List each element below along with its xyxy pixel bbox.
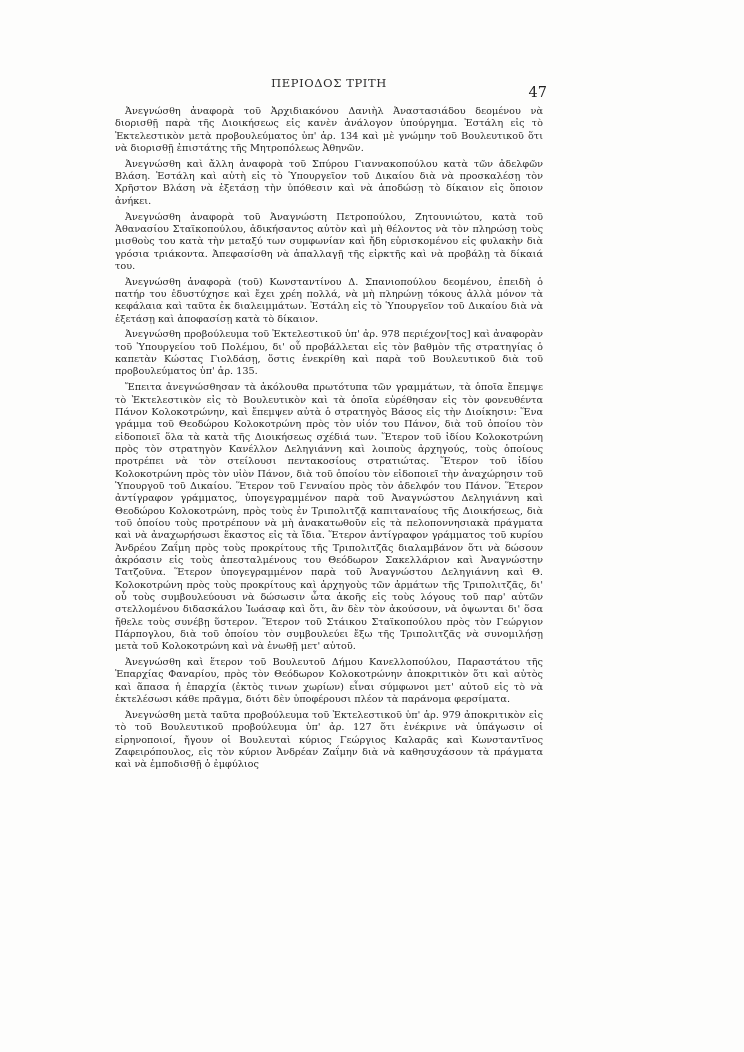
paragraph: Ἀνεγνώσθη προβούλευμα τοῦ Ἐκτελεστικοῦ ὑπ' ἀρ. 978 περιέχον[τος] καὶ ἀναφορὰν τοῦ Ὑπουργείου τοῦ Πολέμου, δι' οὗ προβάλλεται εἰς τὸν βαθμὸν τῆς στρατηγίας ὁ καπετὰν Κώστας Γιολδάσῃ, ὅστις ἐνεκρίθη καὶ παρὰ τοῦ Βουλευτικοῦ διὰ τοῦ προβουλεύματος ὑπ' ἀρ. 135. xyxy=(115,329,543,378)
page-header xyxy=(113,76,545,100)
paragraph: Ἀνεγνώσθη ἀναφορὰ (τοῦ) Κωνσταντίνου Δ. Σπανιοπούλου δεομένου, ἐπειδὴ ὁ πατήρ του ἐδυστύχησε καὶ ἔχει χρέη πολλά, νὰ μὴ πληρώνῃ τόκους ἀλλὰ μόνον τὰ κεφάλαια καὶ ταῦτα ἐκ διαλειμμάτων. Ἐστάλη εἰς τὸ Ὑπουργεῖον τοῦ Δικαίου διὰ νὰ ἐξετάσῃ καὶ ἀποφασίσῃ κατὰ τὸ δίκαιον. xyxy=(115,276,543,325)
paragraph: Ἀνεγνώσθη ἀναφορὰ τοῦ Ἀναγνώστη Πετροπούλου, Ζητουνιώτου, κατὰ τοῦ Ἀθανασίου Σταϊκοπούλου, ἀδικήσαντος αὐτὸν καὶ μὴ θέλοντος νὰ τὸν πληρώσῃ τοὺς μισθοὺς του κατὰ τὴν μεταξύ των συμφωνίαν καὶ ἤδη εὑρισκομένου εἰς φυλακὴν διὰ γρόσια τριάκοντα. Ἀπεφασίσθη νὰ ἀπαλλαγῇ τῆς εἱρκτῆς καὶ νὰ προβάλῃ τὰ δίκαιά του. xyxy=(115,211,543,272)
text-body xyxy=(115,106,543,775)
running-title: ΠΕΡΙΟΔΟΣ ΤΡΙΤΗ xyxy=(271,76,387,90)
paragraph: Ἀνεγνώσθη ἀναφορὰ τοῦ Ἀρχιδιακόνου Δανιὴλ Ἀναστασιάδου δεομένου νὰ διορισθῇ παρὰ τῆς Διοικήσεως εἰς κανὲν ἀνάλογον ὑπούργημα. Ἐστάλη εἰς τὸ Ἐκτελεστικὸν μετὰ προβουλεύματος ὑπ' ἀρ. 134 καὶ μὲ γνώμην τοῦ Βουλευτικοῦ ὅτι νὰ διορισθῇ ἐπιστάτης τῆς Μητροπόλεως Ἀθηνῶν. xyxy=(115,106,543,155)
page-number: 47 xyxy=(528,85,547,101)
paragraph: Ἀνεγνώσθη καὶ ἄλλη ἀναφορὰ τοῦ Σπύρου Γιαννακοπούλου κατὰ τῶν ἀδελφῶν Βλάση. Ἐστάλη καὶ αὐτὴ εἰς τὸ Ὑπουργεῖον τοῦ Δικαίου διὰ νὰ προσκαλέσῃ τὸν Χρῆστον Βλάση νὰ ἐξετάσῃ τὴν ὑπόθεσιν καὶ νὰ ἀποδώσῃ τὸ δίκαιον εἰς ὅποιον ἀνήκει. xyxy=(115,158,543,207)
paragraph: Ἔπειτα ἀνεγνώσθησαν τὰ ἀκόλουθα πρωτότυπα τῶν γραμμάτων, τὰ ὁποῖα ἔπεμψε τὸ Ἐκτελεστικὸν εἰς τὸ Βουλευτικὸν καὶ τὰ ὁποῖα εὑρέθησαν εἰς τὸν φονευθέντα Πάνον Κολοκοτρώνην, καὶ ἔπεμψεν αὐτὰ ὁ στρατηγὸς Βάσος εἰς τὴν Διοίκησιν: Ἕνα γράμμα τοῦ Θεοδώρου Κολοκοτρώνη πρὸς τὸν υἱόν του Πάνον, διὰ τοῦ ὁποίου τὸν εἰδοποιεῖ ὅλα τὰ κατὰ τῆς Διοικήσεως σχέδιά των. Ἕτερον τοῦ ἰδίου Κολοκοτρώνη πρὸς τὸν στρατηγὸν Κανέλλον Δεληγιάννη καὶ λοιποὺς ἀρχηγούς, τοὺς ὁποίους προτρέπει νὰ τὸν στείλουσι πεντακοσίους στρατιώτας. Ἕτερον τοῦ ἰδίου Κολοκοτρώνη πρὸς τὸν υἱὸν Πάνον, διὰ τοῦ ὁποίου τὸν εἰδοποιεῖ τὴν ἀναχώρησιν τοῦ Ὑπουργοῦ τοῦ Δικαίου. Ἕτερον τοῦ Γενναίου πρὸς τὸν ἀδελφόν του Πάνον. Ἕτερον ἀντίγραφον γράμματος, ὑπογεγραμμένον παρὰ τοῦ Ἀναγνώστου Δεληγιάννη καὶ Θεοδώρου Κολοκοτρώνη, πρὸς τοὺς ἐν Τριπολιτζᾷ καπιταναίους τῆς Διοικήσεως, διὰ τοῦ ὁποίου τοὺς προτρέπουν νὰ μὴ ἀνακατωθοῦν εἰς τὰ πελοποννησιακὰ πράγματα καὶ νὰ ἀναχωρήσωσι ἕκαστος εἰς τὰ ἴδια. Ἕτερον ἀντίγραφον γράμματος τοῦ κυρίου Ἀνδρέου Ζαΐμη πρὸς τοὺς προκρίτους τῆς Τριπολιτζᾶς διαλαμβάνον ὅτι νὰ δώσουν ἀκρόασιν εἰς τοὺς ἀπεσταλμένους του Θεόδωρον Σακελλάριον καὶ Ἀναγνώστην Τατζοῦνα. Ἕτερον ὑπογεγραμμένον παρὰ τοῦ Ἀναγνώστου Δεληγιάννη καὶ Θ. Κολοκοτρώνη πρὸς τοὺς προκρίτους καὶ ἀρχηγοὺς τῶν ἁρμάτων τῆς Τριπολιτζᾶς, δι' οὗ τοὺς συμβουλεύουσι νὰ δώσωσιν ὦτα ἀκοῆς εἰς τοὺς λόγους τοῦ παρ' αὐτῶν στελλομένου διδασκάλου Ἰωάσαφ καὶ ὅτι, ἂν δὲν τὸν ἀκούσουν, νὰ ὀψωνται δι' ὅσα ἤθελε τοὺς συνέβῃ ὕστερον. Ἕτερον τοῦ Στάικου Σταϊκοπούλου πρὸς τὸν Γεώργιον Πάρπογλου, διὰ τοῦ ὁποίου τὸν συμβουλεύει ἔξω τῆς Τριπολιτζᾶς νὰ συνομιλήσῃ μετὰ τοῦ Κολοκοτρώνη καὶ νὰ ἑνωθῇ μετ' αὐτοῦ. xyxy=(115,382,543,653)
paragraph: Ἀνεγνώσθη μετὰ ταῦτα προβούλευμα τοῦ Ἐκτελεστικοῦ ὑπ' ἀρ. 979 ἀποκριτικὸν εἰς τὸ τοῦ Βουλευτικοῦ προβούλευμα ὑπ' ἀρ. 127 ὅτι ἐνέκρινε νὰ ὑπάγωσιν οἱ εἰρηνοποιοί, ἤγουν οἱ Βουλευταὶ κύριος Γεώργιος Καλαρᾶς καὶ Κωνσταντῖνος Ζαφειρόπουλος, εἰς τὸν κύριον Ἀνδρέαν Ζαΐμην διὰ νὰ καθησυχάσουν τὰ πράγματα καὶ νὰ ἐμποδισθῇ ὁ ἐμφύλιος xyxy=(115,709,543,771)
paragraph: Ἀνεγνώσθη καὶ ἕτερον τοῦ Βουλευτοῦ Δήμου Κανελλοπούλου, Παραστάτου τῆς Ἐπαρχίας Φαναρίου, πρὸς τὸν Θεόδωρον Κολοκοτρώνην ἀποκριτικὸν ὅτι καὶ αὐτὸς καὶ ἅπασα ἡ ἐπαρχία (ἐκτὸς τινων χωρίων) εἶναι σύμφωνοι μετ' αὐτοῦ εἰς τὸ νὰ ἐκτελέσωσι κάθε πρᾶγμα, διότι δὲν ὑποφέρουσι πλέον τὰ παράνομα φερσίματα. xyxy=(115,657,543,706)
